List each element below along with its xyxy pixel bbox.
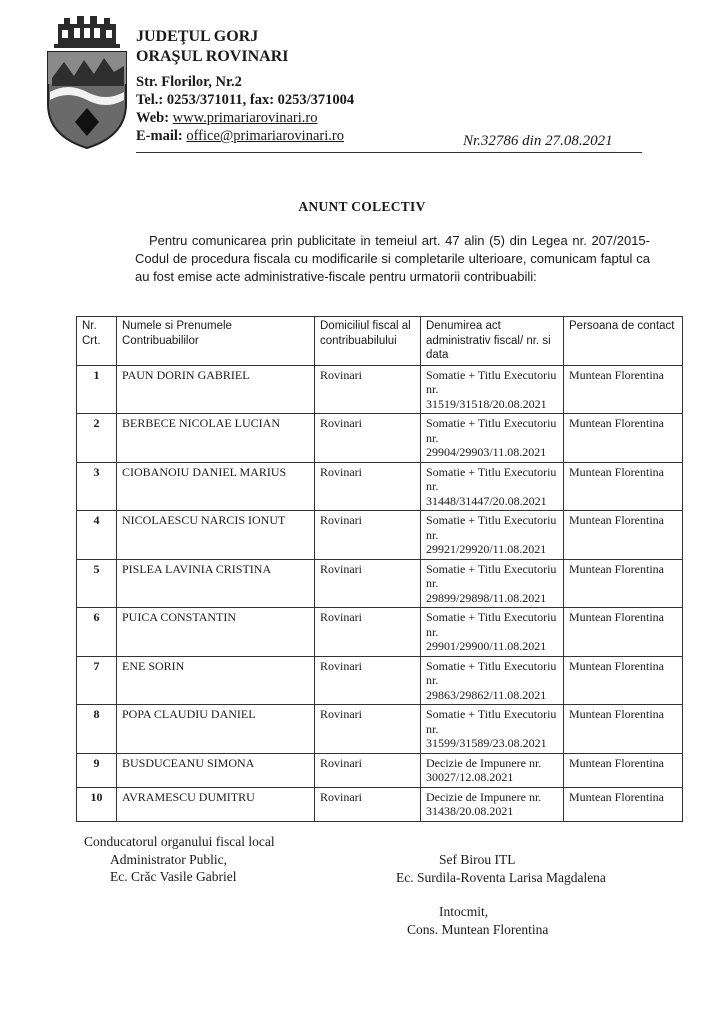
taxpayer-domicile: Rovinari <box>315 559 421 608</box>
fiscal-act: Decizie de Impunere nr. 31438/20.08.2021 <box>421 787 564 821</box>
town-name: ORAŞUL ROVINARI <box>136 47 289 65</box>
table-row <box>77 656 683 705</box>
taxpayer-domicile: Rovinari <box>315 414 421 463</box>
taxpayers-table <box>76 316 683 822</box>
registration-number: Nr.32786 din 27.08.2021 <box>463 133 613 149</box>
contact-person: Muntean Florentina <box>564 365 683 414</box>
taxpayer-domicile: Rovinari <box>315 656 421 705</box>
fiscal-act: Somatie + Titlu Executoriu nr. 31599/31589/23.08.2021 <box>421 705 564 754</box>
left-signatory-title: Conducatorul organului fiscal local <box>84 834 275 849</box>
taxpayer-domicile: Rovinari <box>315 365 421 414</box>
taxpayer-domicile: Rovinari <box>315 787 421 821</box>
col-act-header: Denumirea act administrativ fiscal/ nr. si data <box>421 317 564 366</box>
taxpayer-name: PAUN DORIN GABRIEL <box>117 365 315 414</box>
web-line <box>136 109 354 127</box>
contact-person: Muntean Florentina <box>564 511 683 560</box>
taxpayer-domicile: Rovinari <box>315 705 421 754</box>
taxpayer-domicile: Rovinari <box>315 753 421 787</box>
right-signatory-title: Sef Birou ITL <box>439 852 516 867</box>
taxpayer-name: PUICA CONSTANTIN <box>117 608 315 657</box>
col-contact-header: Persoana de contact <box>564 317 683 366</box>
left-signatory-role: Administrator Public, <box>110 852 227 867</box>
row-number: 1 <box>77 365 117 414</box>
row-number: 6 <box>77 608 117 657</box>
row-number: 5 <box>77 559 117 608</box>
row-number: 3 <box>77 462 117 511</box>
contact-person: Muntean Florentina <box>564 753 683 787</box>
prepared-by-name: Cons. Muntean Florentina <box>407 922 549 937</box>
row-number: 4 <box>77 511 117 560</box>
taxpayer-name: AVRAMESCU DUMITRU <box>117 787 315 821</box>
prepared-by-label: Intocmit, <box>439 904 489 919</box>
row-number: 9 <box>77 753 117 787</box>
fiscal-act: Somatie + Titlu Executoriu nr. 31448/31447/20.08.2021 <box>421 462 564 511</box>
fiscal-act: Somatie + Titlu Executoriu nr. 29904/29903/11.08.2021 <box>421 414 564 463</box>
right-signatory-name: Ec. Surdila-Roventa Larisa Magdalena <box>396 870 606 885</box>
contact-person: Muntean Florentina <box>564 705 683 754</box>
taxpayer-name: BERBECE NICOLAE LUCIAN <box>117 414 315 463</box>
row-number: 7 <box>77 656 117 705</box>
web-link[interactable]: www.primariarovinari.ro <box>172 110 318 126</box>
taxpayer-domicile: Rovinari <box>315 511 421 560</box>
email-line <box>136 127 354 145</box>
table-row <box>77 753 683 787</box>
table-row <box>77 511 683 560</box>
table-row <box>77 787 683 821</box>
contact-person: Muntean Florentina <box>564 787 683 821</box>
taxpayer-name: CIOBANOIU DANIEL MARIUS <box>117 462 315 511</box>
contact-person: Muntean Florentina <box>564 608 683 657</box>
taxpayer-domicile: Rovinari <box>315 608 421 657</box>
row-number: 2 <box>77 414 117 463</box>
table-row <box>77 365 683 414</box>
col-domicile-header: Domiciliul fiscal al contribuabilului <box>315 317 421 366</box>
col-name-header: Numele si Prenumele Contribuabililor <box>117 317 315 366</box>
header-block <box>136 27 354 145</box>
taxpayer-name: NICOLAESCU NARCIS IONUT <box>117 511 315 560</box>
table-header-row <box>77 317 683 366</box>
header-divider <box>136 152 642 153</box>
address: Str. Florilor, Nr.2 <box>136 74 242 90</box>
table-row <box>77 462 683 511</box>
contact-person: Muntean Florentina <box>564 462 683 511</box>
fiscal-act: Somatie + Titlu Executoriu nr. 31519/31518/20.08.2021 <box>421 365 564 414</box>
fiscal-act: Somatie + Titlu Executoriu nr. 29899/29898/11.08.2021 <box>421 559 564 608</box>
fiscal-act: Somatie + Titlu Executoriu nr. 29901/29900/11.08.2021 <box>421 608 564 657</box>
table-row <box>77 608 683 657</box>
fiscal-act: Somatie + Titlu Executoriu nr. 29921/29920/11.08.2021 <box>421 511 564 560</box>
phone-fax: Tel.: 0253/371011, fax: 0253/371004 <box>136 92 355 108</box>
intro-paragraph <box>135 232 650 286</box>
document-title: ANUNT COLECTIV <box>298 199 426 214</box>
taxpayer-name: BUSDUCEANU SIMONA <box>117 753 315 787</box>
email-link[interactable]: office@primariarovinari.ro <box>186 128 344 144</box>
left-signatory-name: Ec. Crăc Vasile Gabriel <box>110 869 237 884</box>
intro-text: Pentru comunicarea prin publicitate in temeiul art. 47 alin (5) din Legea nr. 207/2015-Codul de procedura fiscala cu modificarile si completarile ulterioare, comunicam faptul ca au fost emise acte administrative-fiscale pentru urmatorii contribuabili: <box>135 233 650 284</box>
table-row <box>77 414 683 463</box>
col-nr-header: Nr. Crt. <box>77 317 117 366</box>
row-number: 8 <box>77 705 117 754</box>
email-label: E-mail: <box>136 128 187 144</box>
rovinari-coat-of-arms-icon <box>44 12 130 152</box>
table-row <box>77 705 683 754</box>
taxpayer-name: POPA CLAUDIU DANIEL <box>117 705 315 754</box>
contact-person: Muntean Florentina <box>564 414 683 463</box>
taxpayer-domicile: Rovinari <box>315 462 421 511</box>
row-number: 10 <box>77 787 117 821</box>
taxpayer-name: ENE SORIN <box>117 656 315 705</box>
web-label: Web: <box>136 110 173 126</box>
contact-person: Muntean Florentina <box>564 559 683 608</box>
county-name: JUDEŢUL GORJ <box>136 28 259 45</box>
taxpayer-name: PISLEA LAVINIA CRISTINA <box>117 559 315 608</box>
table-row <box>77 559 683 608</box>
contact-person: Muntean Florentina <box>564 656 683 705</box>
fiscal-act: Somatie + Titlu Executoriu nr. 29863/29862/11.08.2021 <box>421 656 564 705</box>
fiscal-act: Decizie de Impunere nr. 30027/12.08.2021 <box>421 753 564 787</box>
